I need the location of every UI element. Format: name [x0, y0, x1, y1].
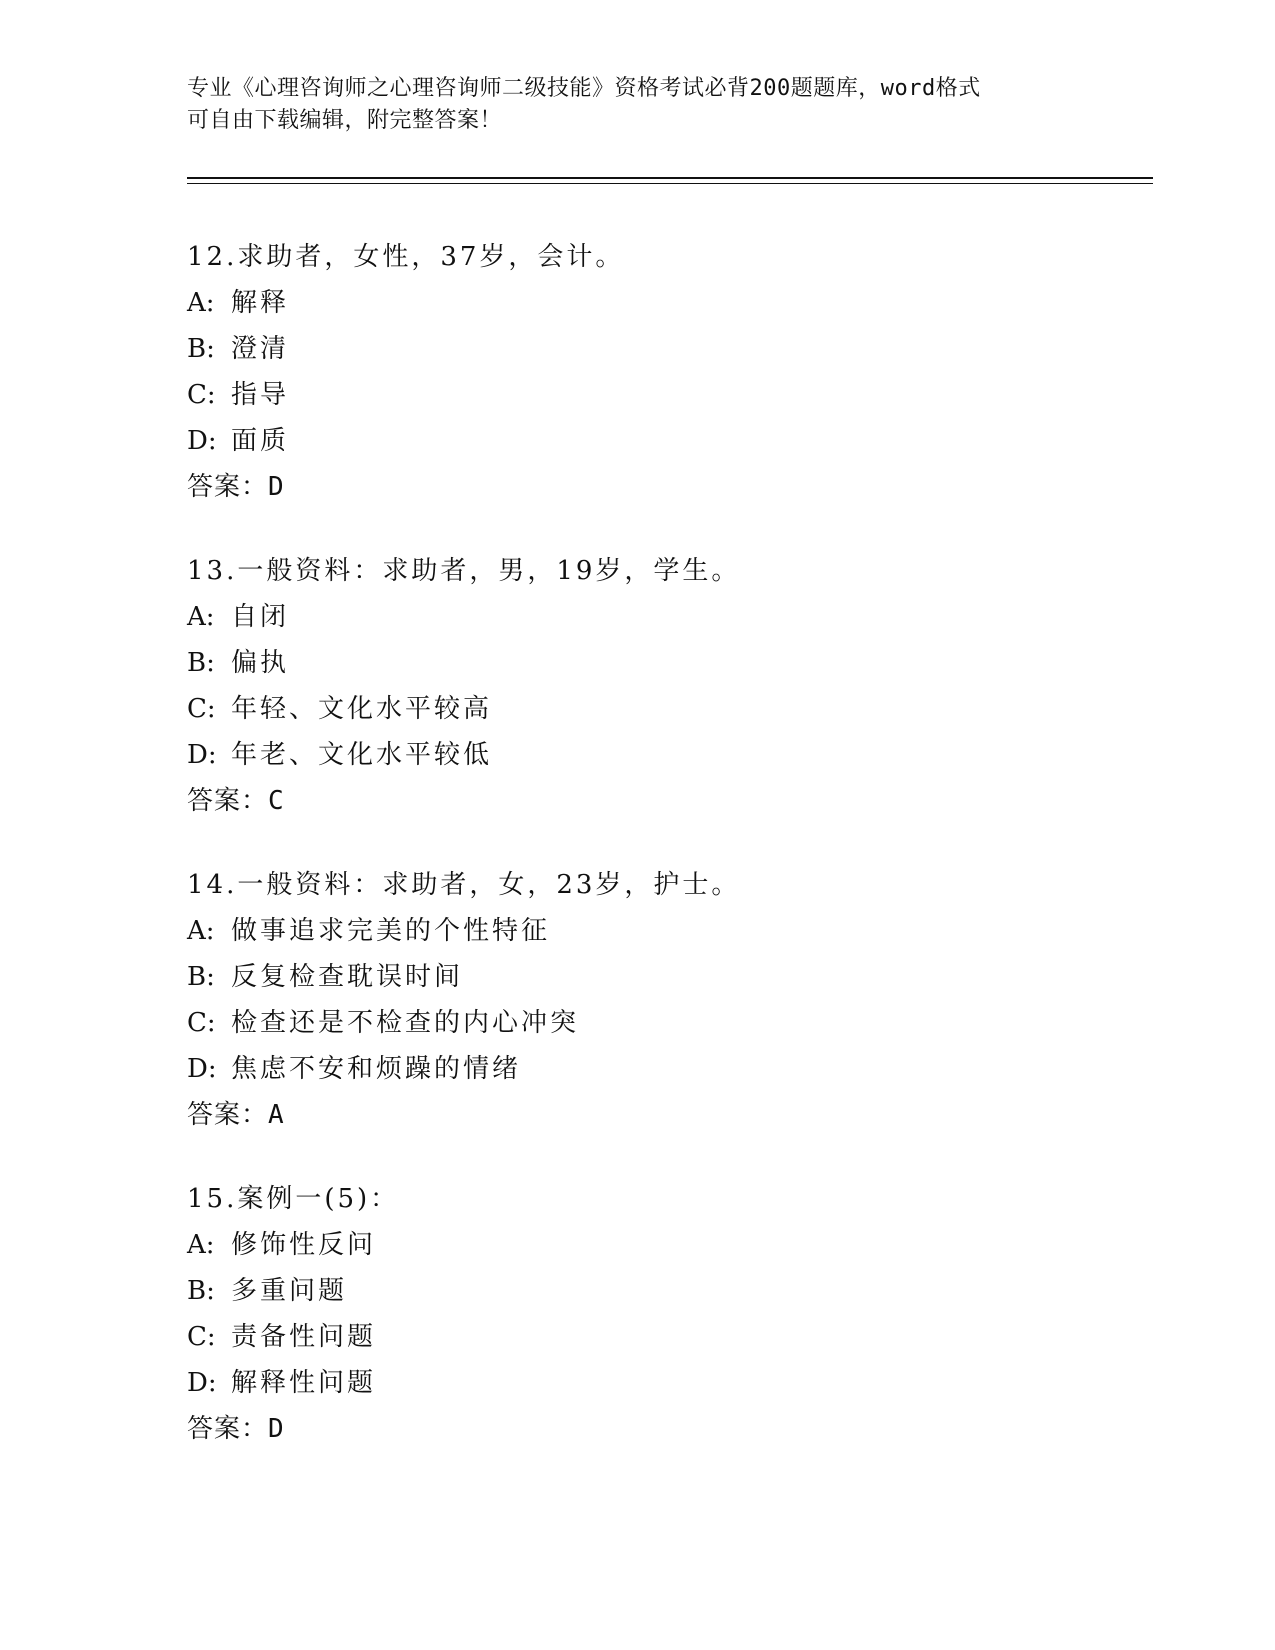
- option-text: 修饰性反问: [231, 1230, 377, 1260]
- option-letter: C:: [187, 380, 216, 410]
- option-letter: D:: [187, 1054, 217, 1084]
- option-text: 反复检查耽误时间: [231, 962, 464, 992]
- option-letter: B:: [187, 962, 215, 992]
- option-text: 解释性问题: [231, 1368, 377, 1398]
- question-stem: 12.求助者，女性，37岁，会计。: [187, 242, 625, 272]
- option-letter: C:: [187, 694, 216, 724]
- answer-line: 答案：D: [187, 1414, 285, 1444]
- option-letter: A:: [187, 916, 215, 946]
- option-letter: A:: [187, 1230, 215, 1260]
- header-divider-thin: [187, 183, 1153, 184]
- option-c: [187, 686, 1147, 732]
- option-c: [187, 1000, 1147, 1046]
- question-stem: 14.一般资料：求助者，女，23岁，护士。: [187, 870, 741, 900]
- option-text: 检查还是不检查的内心冲突: [231, 1008, 580, 1038]
- option-letter: A:: [187, 602, 215, 632]
- option-letter: A:: [187, 288, 215, 318]
- question-12: [187, 234, 1147, 510]
- question-list: [187, 234, 1147, 1490]
- header-divider-thick: [187, 177, 1153, 179]
- option-letter: D:: [187, 1368, 217, 1398]
- option-letter: C:: [187, 1322, 216, 1352]
- option-d: [187, 1360, 1147, 1406]
- option-text: 多重问题: [231, 1276, 348, 1306]
- option-text: 偏执: [231, 648, 290, 678]
- document-header: [187, 73, 1067, 137]
- question-stem: 15.案例一(5)：: [187, 1184, 400, 1214]
- option-text: 面质: [231, 426, 290, 456]
- option-c: [187, 372, 1147, 418]
- option-letter: D:: [187, 426, 217, 456]
- option-text: 年轻、文化水平较高: [231, 694, 493, 724]
- option-text: 年老、文化水平较低: [231, 740, 493, 770]
- option-d: [187, 732, 1147, 778]
- option-letter: B:: [187, 334, 215, 364]
- option-text: 做事追求完美的个性特征: [231, 916, 551, 946]
- question-14: [187, 862, 1147, 1138]
- option-d: [187, 418, 1147, 464]
- option-letter: B:: [187, 1276, 215, 1306]
- question-stem: 13.一般资料：求助者，男，19岁，学生。: [187, 556, 741, 586]
- option-d: [187, 1046, 1147, 1092]
- question-15: [187, 1176, 1147, 1452]
- option-a: [187, 280, 1147, 326]
- option-text: 焦虑不安和烦躁的情绪: [231, 1054, 522, 1084]
- option-letter: C:: [187, 1008, 216, 1038]
- option-text: 澄清: [231, 334, 290, 364]
- option-b: [187, 1268, 1147, 1314]
- option-text: 解释: [231, 288, 290, 318]
- option-text: 责备性问题: [231, 1322, 377, 1352]
- header-title-line-1: 专业《心理咨询师之心理咨询师二级技能》资格考试必背200题题库，word格式: [187, 76, 981, 101]
- answer-line: 答案：C: [187, 786, 285, 816]
- option-a: [187, 594, 1147, 640]
- header-title-line-2: 可自由下载编辑，附完整答案！: [187, 108, 503, 133]
- option-a: [187, 908, 1147, 954]
- option-b: [187, 640, 1147, 686]
- option-b: [187, 954, 1147, 1000]
- option-c: [187, 1314, 1147, 1360]
- answer-line: 答案：D: [187, 472, 285, 502]
- option-b: [187, 326, 1147, 372]
- option-a: [187, 1222, 1147, 1268]
- option-letter: B:: [187, 648, 215, 678]
- option-text: 指导: [231, 380, 290, 410]
- answer-line: 答案：A: [187, 1100, 285, 1130]
- option-letter: D:: [187, 740, 217, 770]
- option-text: 自闭: [231, 602, 290, 632]
- question-13: [187, 548, 1147, 824]
